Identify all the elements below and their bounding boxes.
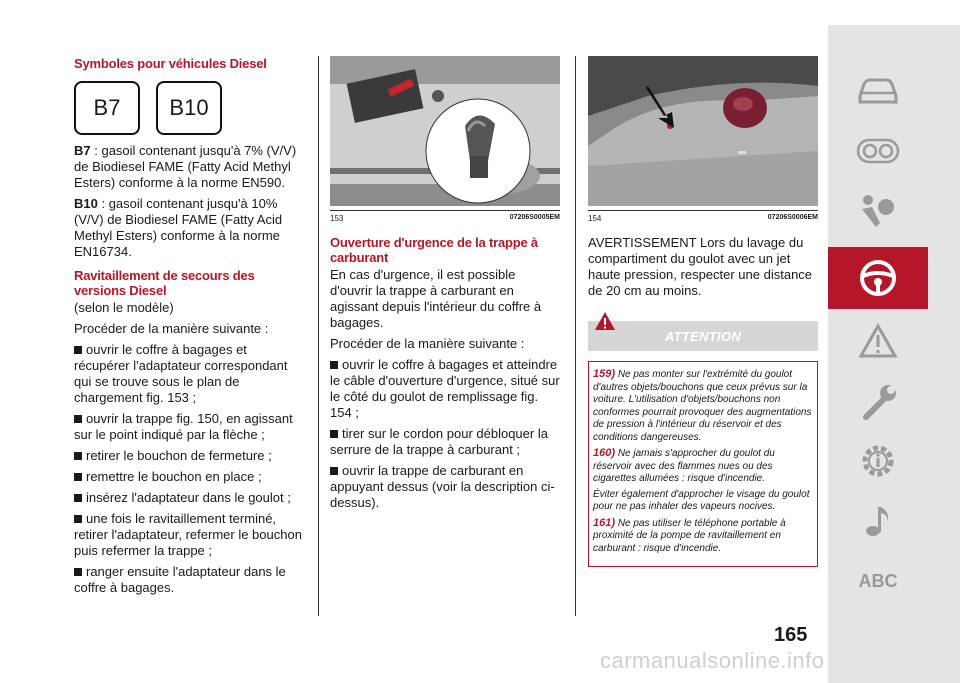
- warning-triangle-icon: [594, 311, 616, 336]
- b7-description: B7 : gasoil contenant jusqu'à 7% (V/V) de Biodiesel FAME (Fatty Acid Methyl Esters) conforme à la norme EN590.: [74, 143, 297, 190]
- bullet-icon: [74, 415, 82, 423]
- list-item: ranger ensuite l'adaptateur dans le coffre à bagages.: [74, 564, 286, 595]
- emergency-intro: En cas d'urgence, il est possible d'ouvrir la trappe à carburant en agissant depuis l'intérieur du coffre à bagages.: [330, 267, 542, 330]
- music-note-icon: [863, 503, 893, 539]
- note-160-cont: Éviter également d'approcher le visage du goulot pour ne pas inhaler des vapeurs nocives.: [593, 488, 810, 512]
- bullet-icon: [74, 494, 82, 502]
- trunk-illustration: [588, 56, 818, 206]
- b10-description: B10 : gasoil contenant jusqu'à 10% (V/V) de Biodiesel FAME (Fatty Acid Methyl Esters) conforme à la norme EN16734.: [74, 196, 283, 259]
- steering-wheel-icon: [858, 258, 898, 298]
- figure-caption: [588, 210, 818, 223]
- sidebar-item-maintenance[interactable]: [828, 433, 928, 489]
- list-item: une fois le ravitaillement terminé, retirer l'adaptateur, refermer le bouchon puis refermer la trappe ;: [74, 511, 302, 558]
- washing-warning: AVERTISSEMENT Lors du lavage du compartiment du goulot avec un jet haute pression, respecter une distance de 20 cm au moins.: [588, 235, 813, 298]
- chapter-sidebar: [828, 25, 960, 683]
- sidebar-item-driving[interactable]: [828, 247, 928, 309]
- sidebar-item-dashboard[interactable]: [828, 123, 928, 179]
- adapter-illustration: [330, 56, 560, 206]
- abc-icon: ABC: [858, 570, 898, 591]
- note-161: 161) Ne pas utiliser le téléphone portable à proximité de la pompe de ravitaillement en carburant : risque d'incendie.: [593, 516, 786, 554]
- figure-number: 153: [330, 214, 344, 223]
- bullet-icon: [74, 452, 82, 460]
- wrench-icon: [858, 381, 898, 421]
- note-159: 159) Ne pas monter sur l'extrémité du goulot d'autres objets/bouchons que ceux prévus sur la voiture. L'utilisation d'objets/bouchons non conformes pourrait provoquer des augmentations de pression à l'intérieur du réservoir et des conditions dangereuses.: [593, 368, 812, 443]
- warning-icon: [858, 323, 898, 359]
- gear-info-icon: [858, 441, 898, 481]
- figure-code: 07206S0005EM: [509, 214, 560, 221]
- list-item: ouvrir le coffre à bagages et récupérer l'adaptateur correspondant qui se trouve sous le plan de chargement fig. 153 ;: [74, 342, 288, 405]
- figure-154: [588, 56, 818, 206]
- airbag-icon: [858, 193, 898, 229]
- watermark: carmanualsonline.info: [600, 648, 825, 673]
- sidebar-item-index[interactable]: [828, 553, 928, 609]
- figure-caption: [330, 210, 560, 223]
- car-icon: [856, 76, 900, 106]
- list-item: remettre le bouchon en place ;: [74, 469, 306, 485]
- column-diesel: [74, 56, 306, 601]
- bullet-icon: [330, 361, 338, 369]
- figure-153: [330, 56, 560, 206]
- column-warnings: [588, 56, 818, 567]
- list-item: retirer le bouchon de fermeture ;: [74, 448, 306, 464]
- figure-code: 07206S0006EM: [767, 214, 818, 221]
- note-160: 160) Ne jamais s'approcher du goulot du réservoir avec des flammes nues ou des cigarettes allumées : risque d'incendie.: [593, 447, 775, 484]
- diesel-symbols-heading: Symboles pour véhicules Diesel: [74, 56, 267, 71]
- list-item: tirer sur le cordon pour débloquer la serrure de la trappe à carburant ;: [330, 426, 548, 457]
- refuel-steps: [74, 342, 306, 596]
- attention-title: ATTENTION: [664, 328, 742, 344]
- b7-symbol: B7: [74, 81, 140, 135]
- emergency-heading: Ouverture d'urgence de la trappe à carburant: [330, 235, 538, 265]
- sidebar-item-emergency[interactable]: [828, 373, 928, 429]
- column-separator: [575, 56, 576, 616]
- list-item: insérez l'adaptateur dans le goulot ;: [74, 490, 306, 506]
- page-number: 165: [774, 624, 808, 646]
- attention-notes: [588, 361, 818, 567]
- list-item: ouvrir le coffre à bagages et atteindre le câble d'ouverture d'urgence, situé sur le côté du goulot de remplissage fig. 154 ;: [330, 357, 560, 420]
- bullet-icon: [330, 467, 338, 475]
- bullet-icon: [74, 346, 82, 354]
- list-item: ouvrir la trappe de carburant en appuyant dessus (voir la description ci-dessus).: [330, 463, 555, 510]
- refuel-subtitle: (selon le modèle): [74, 300, 174, 315]
- list-item: ouvrir la trappe fig. 150, en agissant sur le point indiqué par la flèche ;: [74, 411, 293, 442]
- attention-banner: [588, 321, 818, 351]
- dashboard-icon: [856, 138, 900, 164]
- sidebar-item-warnings[interactable]: [828, 313, 928, 369]
- bullet-icon: [74, 515, 82, 523]
- emergency-steps: [330, 357, 560, 511]
- b7-label: B7: [74, 143, 91, 158]
- sidebar-item-multimedia[interactable]: [828, 493, 928, 549]
- column-emergency: [330, 56, 560, 516]
- bullet-icon: [74, 568, 82, 576]
- fuel-symbol-boxes: [74, 81, 306, 135]
- procedure-text: Procéder de la manière suivante :: [330, 336, 525, 351]
- procedure-text: Procéder de la manière suivante :: [74, 321, 269, 336]
- b10-symbol: B10: [156, 81, 222, 135]
- sidebar-item-car[interactable]: [828, 63, 928, 119]
- bullet-icon: [330, 430, 338, 438]
- sidebar-item-safety[interactable]: [828, 183, 928, 239]
- figure-number: 154: [588, 214, 602, 223]
- refuel-heading: Ravitaillement de secours des versions Diesel: [74, 268, 255, 298]
- column-separator: [318, 56, 319, 616]
- b10-label: B10: [74, 196, 98, 211]
- bullet-icon: [74, 473, 82, 481]
